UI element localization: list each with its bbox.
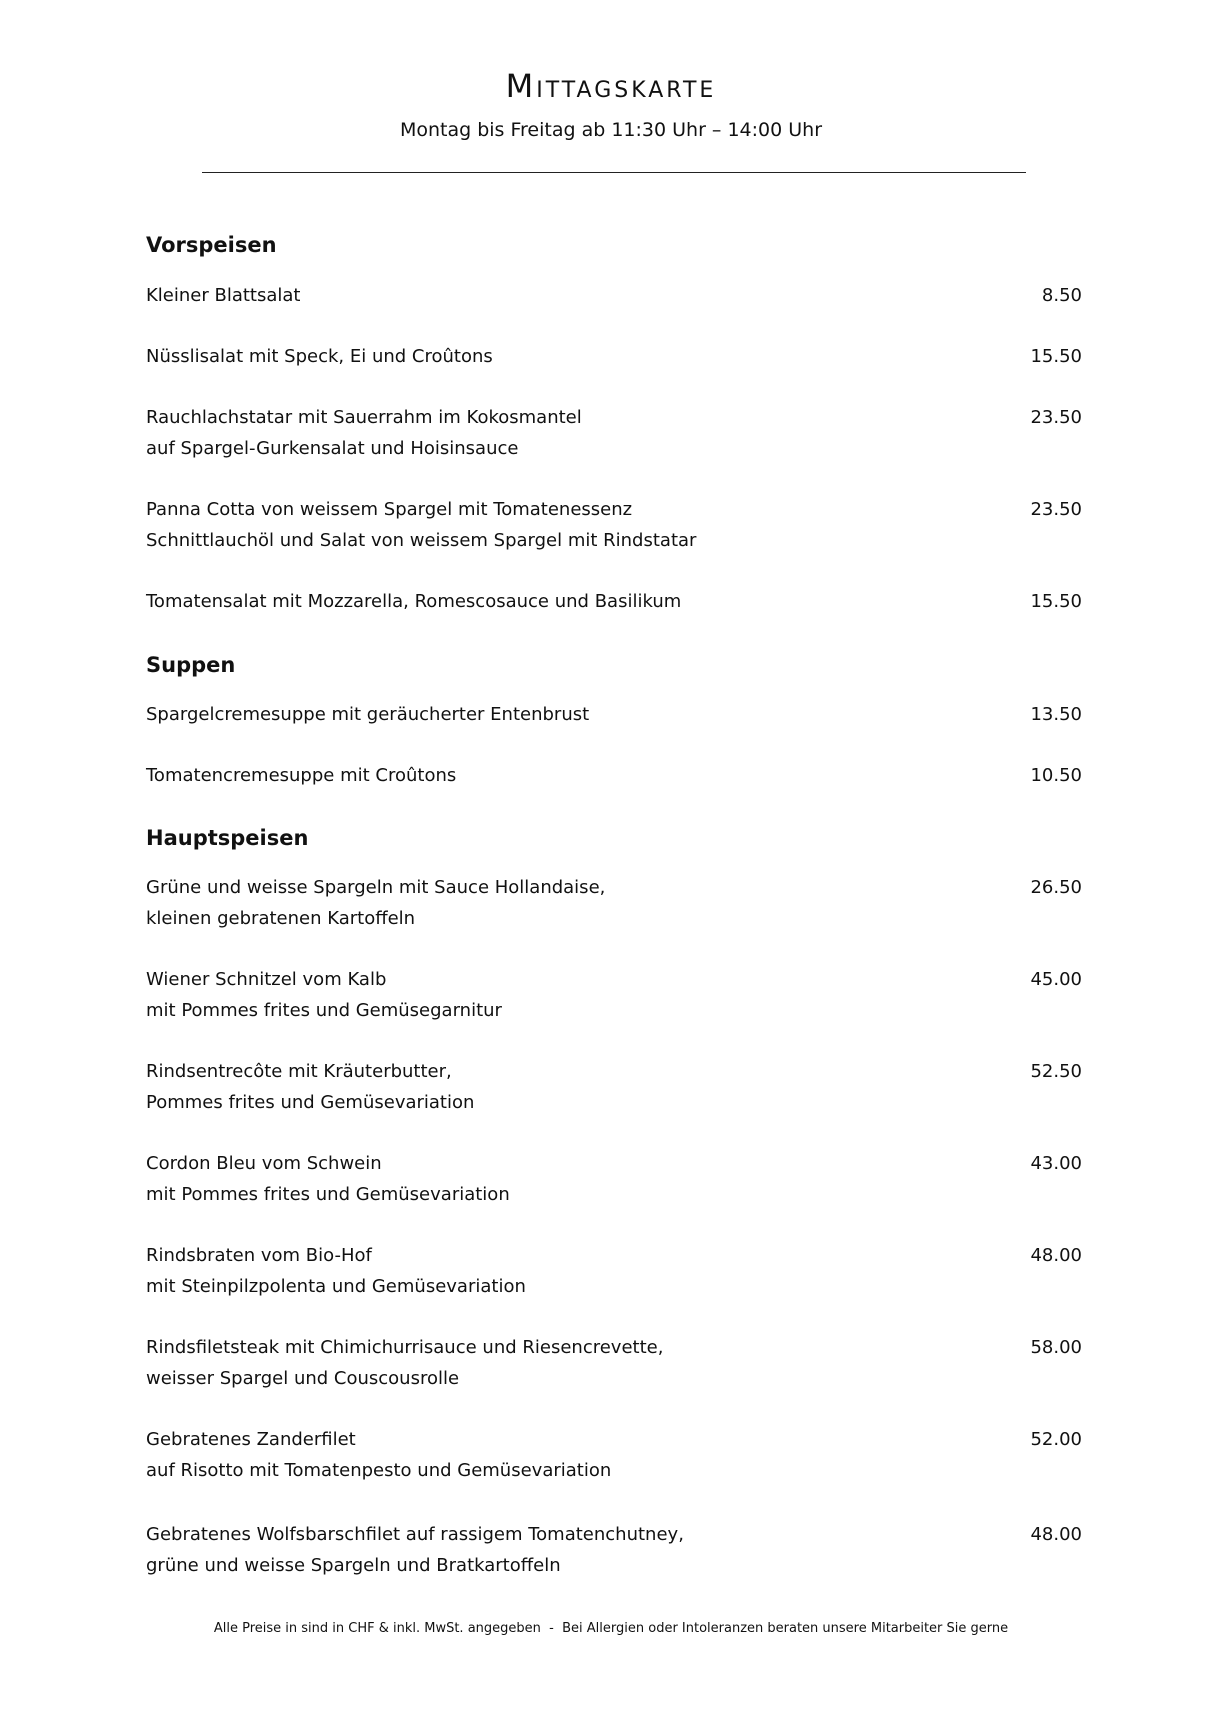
menu-item-price: 45.00 [1030, 969, 1082, 990]
menu-item-name: Panna Cotta von weissem Spargel mit Tomatenessenz [146, 499, 633, 520]
menu-item-name: Spargelcremesuppe mit geräucherter Entenbrust [146, 704, 590, 725]
menu-item [146, 341, 1082, 372]
menu-item-price: 48.00 [1030, 1524, 1082, 1545]
section-title-suppen: Suppen [146, 653, 236, 677]
menu-item-price: 8.50 [1041, 285, 1082, 306]
menu-item-description: auf Risotto mit Tomatenpesto und Gemüsevariation [146, 1460, 612, 1481]
menu-item [146, 494, 1082, 556]
menu-item-price: 52.00 [1030, 1429, 1082, 1450]
header-divider [202, 172, 1026, 173]
menu-item [146, 1240, 1082, 1302]
menu-item-description: mit Pommes frites und Gemüsevariation [146, 1184, 510, 1205]
menu-item-price: 13.50 [1030, 704, 1082, 725]
menu-item-name: Tomatencremesuppe mit Croûtons [146, 765, 457, 786]
menu-item [146, 1056, 1082, 1118]
menu-item [146, 1332, 1082, 1394]
menu-item-price: 58.00 [1030, 1337, 1082, 1358]
menu-item-name: Grüne und weisse Spargeln mit Sauce Hollandaise, [146, 877, 606, 898]
menu-item [146, 1519, 1082, 1581]
menu-item [146, 964, 1082, 1026]
menu-item-description: auf Spargel-Gurkensalat und Hoisinsauce [146, 438, 519, 459]
menu-item-name: Rindsbraten vom Bio-Hof [146, 1245, 372, 1266]
menu-item-description: weisser Spargel und Couscousrolle [146, 1368, 460, 1389]
menu-item [146, 1148, 1082, 1210]
menu-item-name: Rindsfiletsteak mit Chimichurrisauce und Riesencrevette, [146, 1337, 664, 1358]
section-title-hauptspeisen: Hauptspeisen [146, 826, 309, 850]
menu-item [146, 699, 1082, 730]
menu-item-name: Kleiner Blattsalat [146, 285, 301, 306]
menu-item-name: Tomatensalat mit Mozzarella, Romescosauce und Basilikum [146, 591, 682, 612]
menu-item [146, 402, 1082, 464]
menu-item-name: Cordon Bleu vom Schwein [146, 1153, 382, 1174]
menu-item-description: grüne und weisse Spargeln und Bratkartoffeln [146, 1555, 561, 1576]
section-title-vorspeisen: Vorspeisen [146, 233, 277, 257]
menu-item-name: Gebratenes Wolfsbarschfilet auf rassigem Tomatenchutney, [146, 1524, 684, 1545]
price-note-footer: Alle Preise in sind in CHF & inkl. MwSt. angegeben - Bei Allergien oder Intoleranzen beraten unsere Mitarbeiter Sie gerne [213, 1621, 1009, 1636]
menu-item [146, 760, 1082, 791]
menu-item-description: mit Steinpilzpolenta und Gemüsevariation [146, 1276, 526, 1297]
menu-item-description: kleinen gebratenen Kartoffeln [146, 908, 416, 929]
page-title: Mittagskarte [505, 67, 717, 105]
menu-item-price: 43.00 [1030, 1153, 1082, 1174]
menu-item-name: Rauchlachstatar mit Sauerrahm im Kokosmantel [146, 407, 582, 428]
menu-item-price: 48.00 [1030, 1245, 1082, 1266]
opening-hours: Montag bis Freitag ab 11:30 Uhr – 14:00 Uhr [399, 119, 823, 141]
menu-item [146, 1424, 1082, 1486]
menu-item-price: 10.50 [1030, 765, 1082, 786]
menu-item-description: mit Pommes frites und Gemüsegarnitur [146, 1000, 502, 1021]
menu-item-name: Gebratenes Zanderfilet [146, 1429, 356, 1450]
menu-item-name: Nüsslisalat mit Speck, Ei und Croûtons [146, 346, 493, 367]
menu-item [146, 586, 1082, 617]
menu-item-price: 15.50 [1030, 591, 1082, 612]
menu-item-price: 23.50 [1030, 407, 1082, 428]
menu-item-name: Rindsentrecôte mit Kräuterbutter, [146, 1061, 452, 1082]
menu-item-price: 52.50 [1030, 1061, 1082, 1082]
menu-item-price: 15.50 [1030, 346, 1082, 367]
menu-item-name: Wiener Schnitzel vom Kalb [146, 969, 387, 990]
menu-item-description: Pommes frites und Gemüsevariation [146, 1092, 475, 1113]
menu-item [146, 280, 1082, 311]
menu-item-price: 23.50 [1030, 499, 1082, 520]
menu-item-price: 26.50 [1030, 877, 1082, 898]
menu-item [146, 872, 1082, 934]
menu-item-description: Schnittlauchöl und Salat von weissem Spargel mit Rindstatar [146, 530, 697, 551]
